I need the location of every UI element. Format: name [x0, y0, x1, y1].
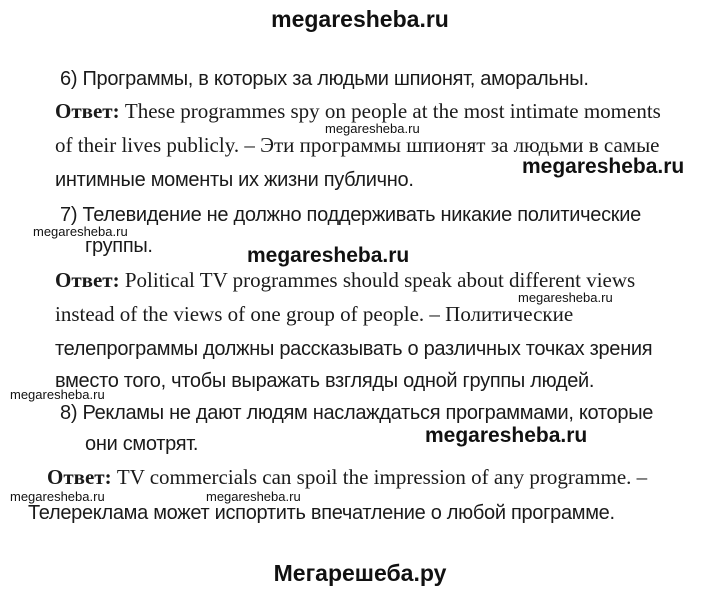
watermark: megaresheba.ru: [206, 489, 301, 504]
answer-text: Political TV programmes should speak about different views: [119, 268, 636, 292]
watermark: megaresheba.ru: [10, 489, 105, 504]
watermark: megaresheba.ru: [33, 224, 128, 239]
watermark: megaresheba.ru: [522, 155, 685, 178]
item-6-question: [60, 68, 589, 91]
watermark: megaresheba.ru: [247, 244, 410, 267]
answer-text: These programmes spy on people at the most intimate moments: [119, 99, 661, 123]
item-8-question-line-2: они смотрят.: [85, 433, 199, 455]
header-site-name: megaresheba.ru: [271, 6, 449, 32]
item-6-answer-line-3: интимные моменты их жизни публично.: [55, 169, 414, 191]
question-text: Рекламы не дают людям наслаждаться программами, которые: [82, 402, 654, 424]
question-text: Программы, в которых за людьми шпионят, аморальны.: [82, 68, 589, 90]
item-7-answer-line-2: instead of the views of one group of people. – Политические: [55, 302, 574, 326]
item-number: 7): [60, 204, 78, 226]
item-7-answer-line-4: вместо того, чтобы выражать взгляды одной группы людей.: [55, 370, 595, 392]
item-7-question-line-2: группы.: [85, 235, 153, 257]
item-6-answer-line-2: of their lives publicly. – Эти программы шпионят за людьми в самые: [55, 133, 660, 157]
item-number: 6): [60, 68, 78, 90]
watermark: megaresheba.ru: [518, 290, 613, 305]
answer-label: Ответ:: [55, 268, 120, 292]
item-8-answer-line-1: [47, 465, 647, 490]
item-7-answer-line-3: телепрограммы должны рассказывать о различных точках зрения: [55, 338, 653, 360]
item-number: 8): [60, 402, 78, 424]
footer-site-name: Мегарешеба.ру: [273, 560, 447, 586]
item-8-answer-line-2: Телереклама может испортить впечатление о любой программе.: [28, 502, 615, 524]
watermark: megaresheba.ru: [425, 424, 588, 447]
question-text: Телевидение не должно поддерживать никакие политические: [82, 204, 641, 226]
watermark: megaresheba.ru: [325, 121, 420, 136]
watermark: megaresheba.ru: [10, 387, 105, 402]
answer-label: Ответ:: [55, 99, 120, 123]
answer-label: Ответ:: [47, 465, 112, 489]
item-8-question-line-1: [60, 402, 653, 425]
item-7-question-line-1: [60, 204, 641, 227]
answer-text: TV commercials can spoil the impression of any programme. –: [111, 465, 648, 489]
